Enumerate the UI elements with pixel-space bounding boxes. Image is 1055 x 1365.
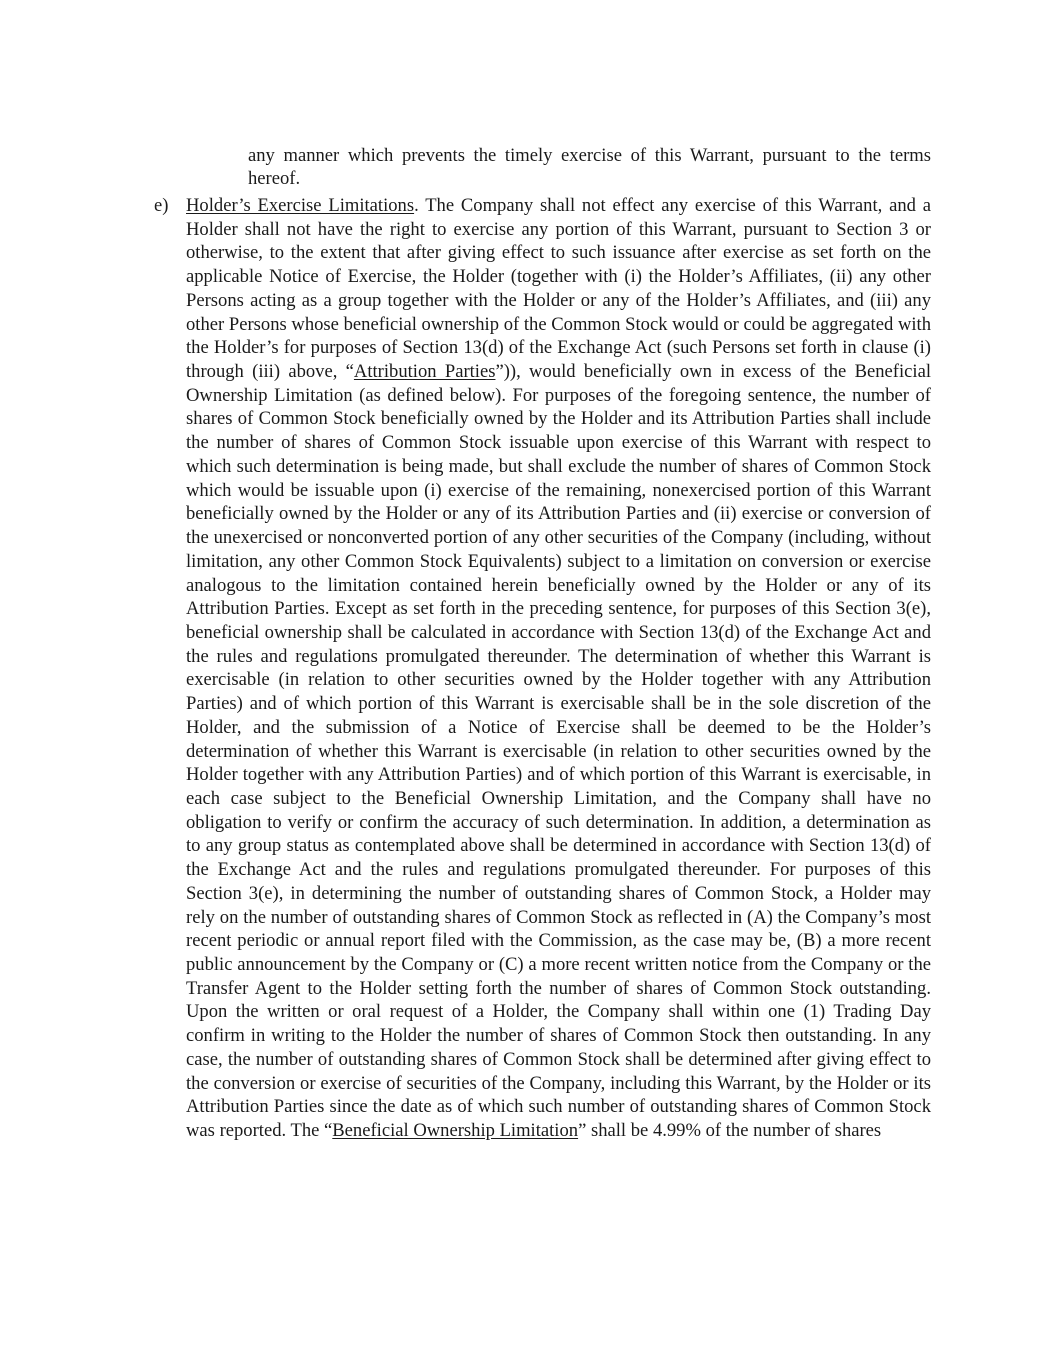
body-text-1: . The Company shall not effect any exercise of this Warrant, and a Holder shall not have the right to exercise any portion of this Warrant, pursuant to Section 3 or otherwise, to the extent that after giving effect to such issuance after exercise as set forth on the applicable Notice of Exercise, the Holder (together with (i) the Holder’s Affiliates, (ii) any other Persons acting as a group together with the Holder or any of the Holder’s Affiliates, and (iii) any other Persons whose beneficial ownership of the Common Stock would or could be aggregated with the Holder’s for purposes of Section 13(d) of the Exchange Act (such Persons set forth in clause (i) through (iii) above, “ [186,195,931,383]
defined-term-attribution-parties: Attribution Parties [353,361,496,383]
list-item-body [186,194,931,1143]
defined-term-beneficial-ownership-limitation: Beneficial Ownership Limitation [332,1120,579,1142]
list-item-e [154,194,931,1143]
continuation-paragraph: any manner which prevents the timely exercise of this Warrant, pursuant to the terms hereof. [248,144,931,190]
list-marker: e) [154,195,169,216]
section-heading: Holder’s Exercise Limitations [186,195,415,216]
body-text-2: ”)), would beneficially own in excess of the Beneficial Ownership Limitation (as defined below). For purposes of the foregoing sentence, the number of shares of Common Stock beneficially owned by the Holder and its Attribution Parties shall include the number of shares of Common Stock issuable upon exercise of this Warrant with respect to which such determination is being made, but shall exclude the number of shares of Common Stock which would be issuable upon (i) exercise of the remaining, nonexercised portion of this Warrant beneficially owned by the Holder or any of its Attribution Parties and (ii) exercise or conversion of the unexercised or nonconverted portion of any other securities of the Company (including, without limitation, any other Common Stock Equivalents) subject to a limitation on conversion or exercise analogous to the limitation contained herein beneficially owned by the Holder or any of its Attribution Parties. Except as set forth in the preceding sentence, for purposes of this Section 3(e), beneficial ownership shall be calculated in accordance with Section 13(d) of the Exchange Act and the rules and regulations promulgated thereunder. The determination of whether this Warrant is exercisable (in relation to other securities owned by the Holder together with any Attribution Parties) and of which portion of this Warrant is exercisable shall be in the sole discretion of the Holder, and the submission of a Notice of Exercise shall be deemed to be the Holder’s determination of whether this Warrant is exercisable (in relation to other securities owned by the Holder together with any Attribution Parties) and of which portion of this Warrant is exercisable, in each case subject to the Beneficial Ownership Limitation, and the Company shall have no obligation to verify or confirm the accuracy of such determination. In addition, a determination as to any group status as contemplated above shall be determined in accordance with Section 13(d) of the Exchange Act and the rules and regulations promulgated thereunder. For purposes of this Section 3(e), in determining the number of outstanding shares of Common Stock, a Holder may rely on the number of outstanding shares of Common Stock as reflected in (A) the Company’s most recent periodic or annual report filed with the Commission, as the case may be, (B) a more recent public announcement by the Company or (C) a more recent written notice from the Company or the Transfer Agent to the Holder setting forth the number of shares of Common Stock outstanding. Upon the written or oral request of a Holder, the Company shall within one (1) Trading Day confirm in writing to the Holder the number of shares of Common Stock then outstanding. In any case, the number of outstanding shares of Common Stock shall be determined after giving effect to the conversion or exercise of securities of the Company, including this Warrant, by the Holder or its Attribution Parties since the date as of which such number of outstanding shares of Common Stock was reported. The “ [186,361,931,1142]
body-text-3: ” shall be 4.99% of the number of shares [578,1120,882,1142]
